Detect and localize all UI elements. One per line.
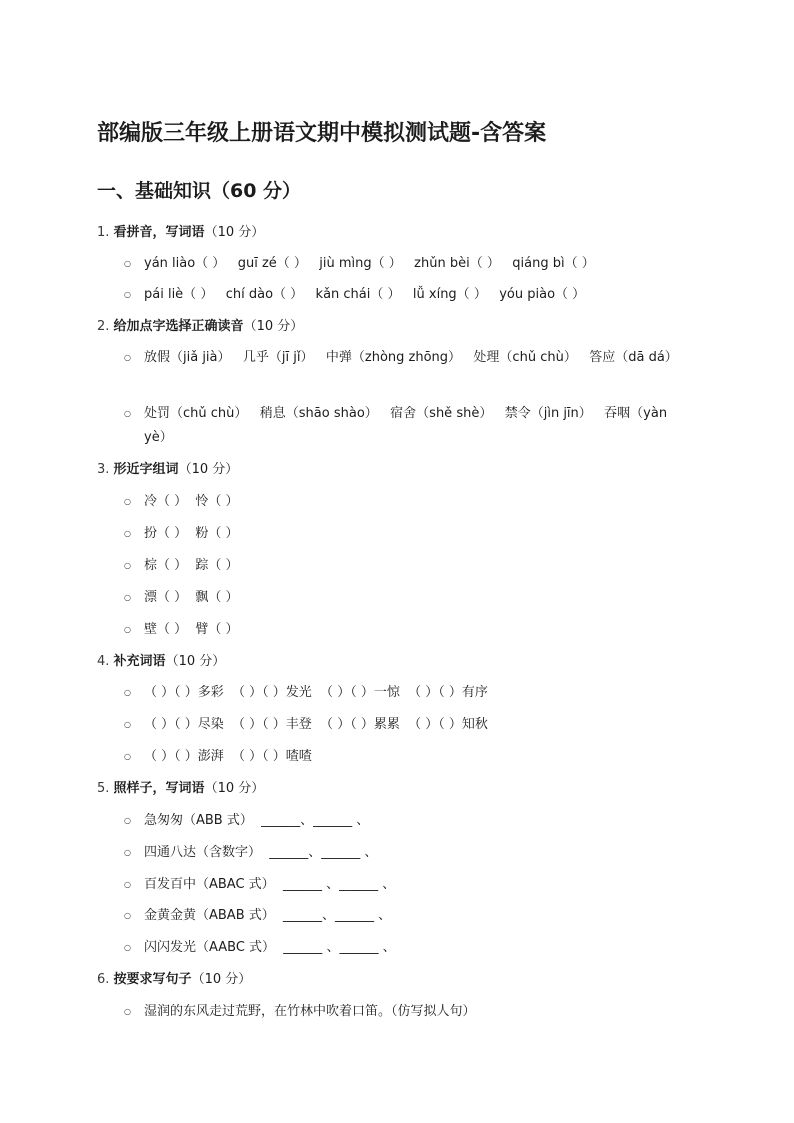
list-item-text: （ ）（ ）多彩 （ ）（ ）发光 （ ）（ ）一惊 （ ）（ ）有序 (144, 685, 488, 700)
bullet-icon: ○ (124, 688, 131, 697)
list-item (124, 1000, 684, 1024)
question-heading (97, 461, 238, 479)
bullet-icon: ○ (124, 259, 131, 268)
question-points: （10 分） (204, 225, 265, 240)
list-item (124, 252, 684, 276)
list-item-text: pái liè（ ） chí dào（ ） kǎn chái（ ） lǚ xíng（ ） yóu piào（ ） (144, 287, 586, 302)
question-number: 6. (97, 972, 114, 987)
list-item (124, 841, 684, 865)
question-number: 3. (97, 462, 114, 477)
question-points: （10 分） (191, 972, 252, 987)
question-points: （10 分） (243, 319, 304, 334)
list-item-text: 百发百中（ABAC 式） ______ 、______ 、 (144, 877, 396, 892)
question-title: 照样子，写词语 (113, 781, 205, 796)
list-item (124, 490, 684, 514)
question-heading (97, 318, 303, 336)
list-item (124, 402, 684, 450)
list-item (124, 904, 684, 928)
bullet-icon: ○ (124, 353, 131, 362)
question-title: 形近字组词 (113, 462, 179, 477)
list-item-text: 放假（jiǎ jià） 几乎（jī jǐ） 中弹（zhòng zhōng） 处理（chǔ chù） 答应（dā dá） (144, 350, 678, 365)
document-title: 部编版三年级上册语文期中模拟测试题-含答案 (97, 121, 547, 146)
list-item-text: 急匆匆（ABB 式） ______、______ 、 (144, 813, 370, 828)
bullet-icon: ○ (124, 848, 131, 857)
list-item (124, 713, 684, 737)
list-item-text: 漂（ ） 飘（ ） (144, 590, 239, 605)
section-title: 一、基础知识（60 分） (97, 180, 302, 202)
list-item-text: 壁（ ） 臂（ ） (144, 622, 239, 637)
question-title: 补充词语 (113, 654, 166, 669)
list-item (124, 681, 684, 705)
list-item (124, 936, 684, 960)
bullet-icon: ○ (124, 911, 131, 920)
list-item (124, 283, 684, 307)
question-number: 5. (97, 781, 114, 796)
list-item (124, 554, 684, 578)
question-number: 1. (97, 225, 114, 240)
list-item-text: （ ）（ ）尽染 （ ）（ ）丰登 （ ）（ ）累累 （ ）（ ）知秋 (144, 717, 488, 732)
bullet-icon: ○ (124, 880, 131, 889)
bullet-icon: ○ (124, 720, 131, 729)
question-points: （10 分） (178, 462, 239, 477)
list-item (124, 809, 684, 833)
list-item-text: （ ）（ ）澎湃 （ ）（ ）喳喳 (144, 749, 312, 764)
bullet-icon: ○ (124, 561, 131, 570)
bullet-icon: ○ (124, 497, 131, 506)
question-title: 看拼音，写词语 (113, 225, 205, 240)
question-heading (97, 780, 264, 798)
list-item (124, 586, 684, 610)
list-item-text: 金黄金黄（ABAB 式） ______、______ 、 (144, 908, 392, 923)
list-item-text: 扮（ ） 粉（ ） (144, 526, 239, 541)
list-item (124, 618, 684, 642)
question-number: 2. (97, 319, 114, 334)
question-heading (97, 224, 264, 242)
bullet-icon: ○ (124, 816, 131, 825)
bullet-icon: ○ (124, 529, 131, 538)
list-item-text: 闪闪发光（AABC 式） ______ 、______ 、 (144, 940, 396, 955)
list-item-text: 冷（ ） 怜（ ） (144, 494, 239, 509)
question-title: 按要求写句子 (113, 972, 192, 987)
bullet-icon: ○ (124, 593, 131, 602)
bullet-icon: ○ (124, 290, 131, 299)
list-item-text: 处罚（chǔ chù） 稍息（shāo shào） 宿舍（shě shè） 禁令（jìn jīn） 吞咽（yàn yè） (144, 406, 672, 445)
list-item (124, 522, 684, 546)
bullet-icon: ○ (124, 625, 131, 634)
list-item (124, 346, 684, 370)
bullet-icon: ○ (124, 943, 131, 952)
question-points: （10 分） (165, 654, 226, 669)
list-item (124, 745, 684, 769)
question-heading (97, 971, 251, 989)
bullet-icon: ○ (124, 409, 131, 418)
bullet-icon: ○ (124, 752, 131, 761)
list-item (124, 873, 684, 897)
question-points: （10 分） (204, 781, 265, 796)
question-title: 给加点字选择正确读音 (113, 319, 244, 334)
list-item-text: 湿润的东风走过荒野，在竹林中吹着口笛。（仿写拟人句） (144, 1004, 476, 1019)
question-heading (97, 653, 225, 671)
list-item-text: yán liào（ ） guī zé（ ） jiù mìng（ ） zhǔn bèi（ ） qiáng bì（ ） (144, 256, 595, 271)
question-number: 4. (97, 654, 114, 669)
list-item-text: 棕（ ） 踪（ ） (144, 558, 239, 573)
bullet-icon: ○ (124, 1007, 131, 1016)
list-item-text: 四通八达（含数字） ______、______ 、 (144, 845, 378, 860)
